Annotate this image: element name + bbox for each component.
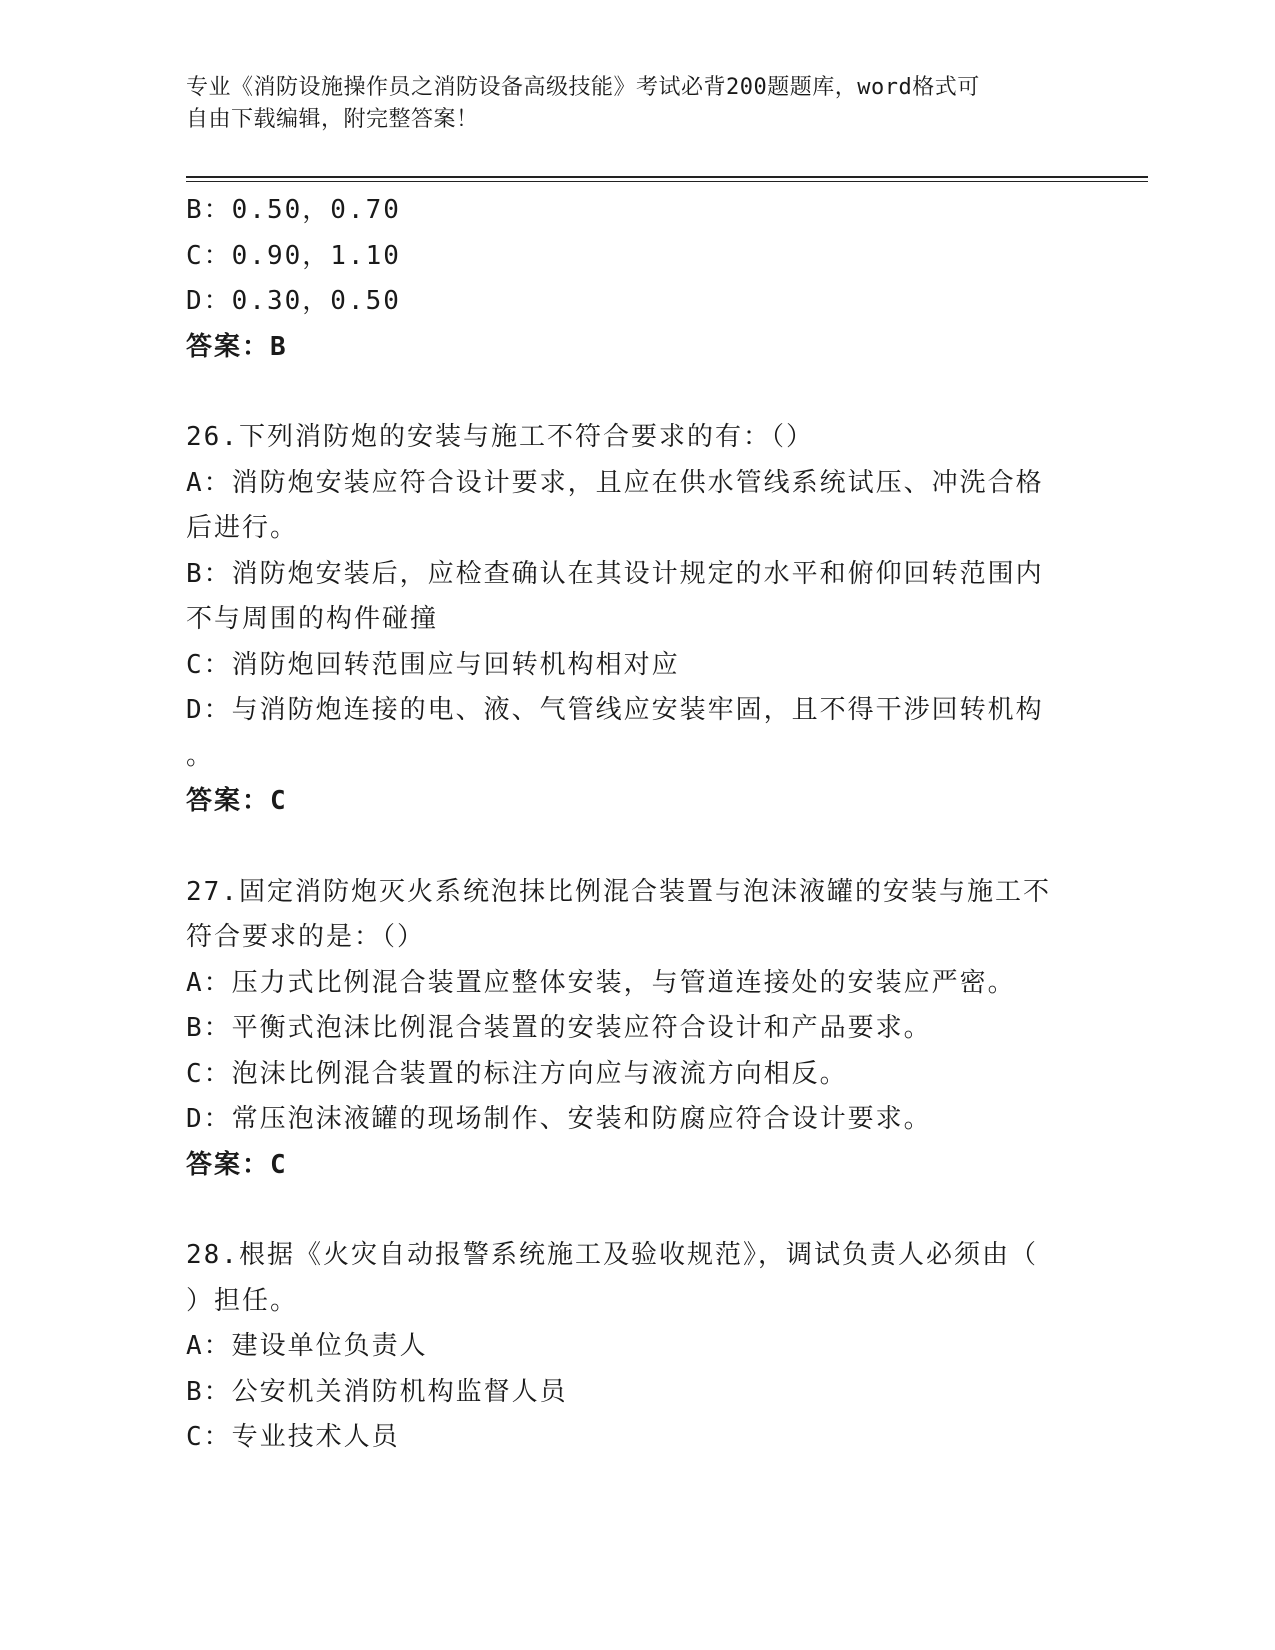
option-b: B：公安机关消防机构监督人员	[186, 1376, 568, 1407]
answer: 答案：B	[186, 331, 288, 362]
question-28	[186, 1233, 1066, 1461]
answer: 答案：C	[186, 786, 288, 816]
question-list	[186, 188, 1066, 1461]
question-25-tail	[186, 188, 1066, 370]
option-a: A：消防炮安装应符合设计要求，且应在供水管线系统试压、冲洗合格	[186, 467, 1044, 498]
option-c: C：泡沫比例混合装置的标注方向应与液流方向相反。	[186, 1058, 848, 1089]
page-header	[186, 72, 1066, 136]
spacer	[186, 1188, 1066, 1233]
option-b: B：0.50，0.70	[186, 195, 401, 225]
option-d: D：与消防炮连接的电、液、气管线应安装牢固，且不得干涉回转机构	[186, 695, 1044, 725]
option-c: C：专业技术人员	[186, 1422, 400, 1452]
question-text: 28.根据《火灾自动报警系统施工及验收规范》，调试负责人必须由（	[186, 1240, 1038, 1270]
option-c: C：0.90，1.10	[186, 240, 401, 271]
question-text: 27.固定消防炮灭火系统泡抹比例混合装置与泡沫液罐的安装与施工不	[186, 876, 1051, 907]
option-a-cont: 后进行。	[186, 513, 299, 543]
answer: 答案：C	[186, 1149, 288, 1180]
option-d: D：0.30，0.50	[186, 286, 401, 316]
option-b: B：平衡式泡沫比例混合装置的安装应符合设计和产品要求。	[186, 1013, 932, 1043]
question-text-cont: 符合要求的是：（）	[186, 922, 426, 952]
question-text-cont: ）担任。	[186, 1285, 299, 1316]
header-divider	[186, 176, 1148, 182]
question-text: 26.下列消防炮的安装与施工不符合要求的有：（）	[186, 422, 814, 452]
option-c: C：消防炮回转范围应与回转机构相对应	[186, 649, 680, 680]
option-b-cont: 不与周围的构件碰撞	[186, 604, 439, 634]
spacer	[186, 370, 1066, 415]
spacer	[186, 825, 1066, 870]
question-26	[186, 415, 1066, 825]
question-27	[186, 870, 1066, 1189]
option-a: A：压力式比例混合装置应整体安装，与管道连接处的安装应严密。	[186, 967, 1016, 998]
option-b: B：消防炮安装后，应检查确认在其设计规定的水平和俯仰回转范围内	[186, 558, 1044, 589]
header-line-2: 自由下载编辑，附完整答案！	[186, 107, 479, 132]
option-d: D：常压泡沫液罐的现场制作、安装和防腐应符合设计要求。	[186, 1104, 932, 1134]
option-d-cont: 。	[186, 740, 215, 771]
header-line-1: 专业《消防设施操作员之消防设备高级技能》考试必背200题题库，word格式可	[186, 75, 980, 100]
option-a: A：建设单位负责人	[186, 1331, 428, 1361]
